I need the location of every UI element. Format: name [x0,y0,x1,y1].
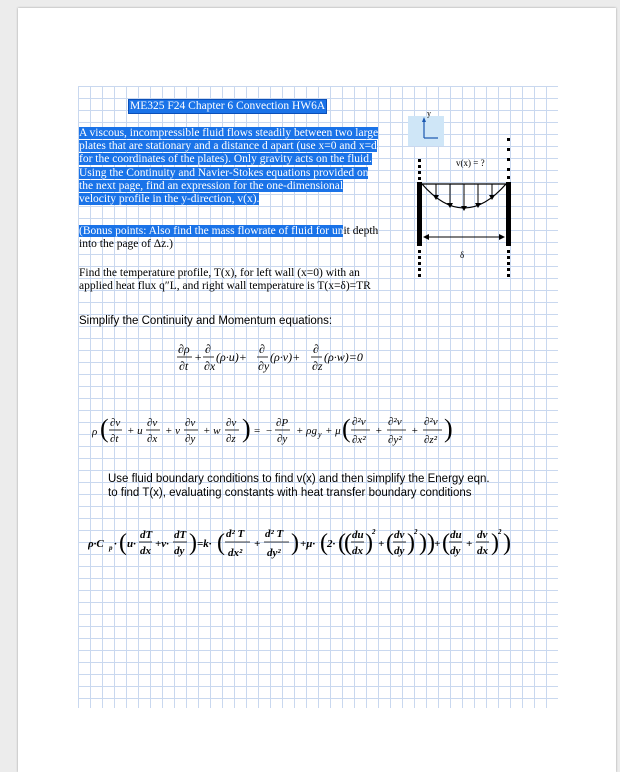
svg-text:): ) [491,530,499,556]
bonus-selected-text: (Bonus points: Also find the mass flowrate of fluid for un [79,225,344,237]
svg-text:=k·: =k· [197,538,212,550]
svg-text:2: 2 [414,528,418,536]
svg-text:∂v: ∂v [147,417,158,429]
svg-text:u·: u· [127,538,136,550]
svg-text:∂²v: ∂²v [424,416,438,428]
problem-statement[interactable] [79,127,395,206]
svg-text:∂²v: ∂²v [388,416,402,428]
svg-text:+: + [378,538,385,550]
momentum-render [92,410,492,452]
svg-text:(: ( [100,414,109,443]
svg-text:∂ρ: ∂ρ [178,342,190,356]
svg-text:+ w: + w [203,425,221,437]
right-plate-bottom [507,250,510,277]
gap-label: δ [460,250,465,260]
svg-text:∂: ∂ [259,342,265,356]
svg-text:=: = [254,425,261,437]
svg-text:2·: 2· [327,538,336,550]
svg-text:∂y: ∂y [277,433,288,445]
svg-text:−: − [266,425,273,437]
svg-text:(: ( [217,530,225,556]
svg-text:dy: dy [174,545,185,557]
svg-text:(: ( [342,414,351,443]
svg-text:du: du [352,529,364,541]
svg-text:dx: dx [352,545,363,557]
svg-text:dx²: dx² [228,547,243,559]
svg-text:dy²: dy² [267,547,281,559]
right-plate [506,182,511,246]
svg-text:dy: dy [394,545,405,557]
svg-text:∂z: ∂z [312,359,323,373]
svg-text:(: ( [442,530,450,556]
svg-text:dy: dy [450,545,461,557]
svg-text:(ρ·v)+: (ρ·v)+ [270,350,301,364]
svg-text:): ) [242,414,251,443]
bc-line-1: Use fluid boundary conditions to find v(x) and then simplify the Energy eqn. [108,473,490,485]
svg-text:): ) [444,414,453,443]
svg-text:(: ( [386,530,394,556]
momentum-equation[interactable] [92,410,492,457]
svg-text:+ v: + v [165,425,181,437]
bc-line-2: to find T(x), evaluating constants with heat transfer boundary conditions [108,487,472,499]
svg-text:∂z: ∂z [226,433,236,445]
svg-text:∂y²: ∂y² [388,434,402,446]
svg-text:∂: ∂ [313,342,319,356]
bonus-note[interactable] [79,225,399,251]
energy-render [88,522,518,566]
svg-text:): ) [291,530,299,556]
svg-text:): ) [407,530,415,556]
svg-text:∂v: ∂v [110,417,121,429]
svg-text:∂x²: ∂x² [352,434,366,446]
simplify-instruction[interactable]: Simplify the Continuity and Momentum equations: [79,315,333,327]
svg-text:): ) [503,530,511,556]
svg-text:): ) [365,530,373,556]
document-title[interactable]: ME325 F24 Chapter 6 Convection HW6A [130,100,326,112]
right-plate-top [507,138,510,179]
channel-figure [406,104,536,289]
svg-text:∂P: ∂P [276,417,289,429]
svg-text:∂y: ∂y [185,433,196,445]
svg-text:∂y: ∂y [258,359,270,373]
svg-text:+: + [411,425,419,437]
svg-text:+ μ: + μ [325,425,341,437]
svg-text:+: + [434,538,441,550]
svg-text:): ) [189,530,197,556]
svg-text:(ρ·w)=0: (ρ·w)=0 [324,350,363,364]
problem-line: plates that are stationary and a distance d apart (use x=0 and x=d [79,140,377,153]
left-plate [417,182,422,246]
bonus-rest-text: it depth [343,225,379,237]
svg-text:dT: dT [174,529,187,541]
svg-text:+: + [466,538,473,550]
svg-text:+v·: +v· [155,538,169,550]
left-plate-bottom [418,250,421,277]
boundary-condition-instruction[interactable] [108,472,528,500]
temp-line-1: Find the temperature profile, T(x), for left wall (x=0) with an [79,267,360,279]
svg-text:(: ( [320,530,328,556]
svg-text:ρ: ρ [92,426,98,438]
temperature-task[interactable] [79,267,399,293]
svg-text:dx: dx [140,545,151,557]
svg-text:2: 2 [498,528,502,536]
svg-text:d² T: d² T [226,528,245,540]
svg-text:∂v: ∂v [185,417,196,429]
svg-text:d² T: d² T [265,528,284,540]
problem-line: velocity profile in the y-direction, v(x). [79,193,260,206]
svg-text:+μ·: +μ· [300,538,316,550]
svg-text:p: p [109,544,113,552]
velocity-label: v(x) = ? [456,158,485,168]
svg-text:∂z²: ∂z² [424,434,438,446]
problem-line: Using the Continuity and Navier-Stokes equations provided on [79,166,369,179]
svg-text:(: ( [344,530,352,556]
svg-text:du: du [450,529,462,541]
svg-text:∂x: ∂x [147,433,158,445]
svg-text:ρ·C: ρ·C [88,538,104,550]
axis-background [408,116,444,146]
svg-text:∂²v: ∂²v [352,416,366,428]
svg-text:∂x: ∂x [204,359,216,373]
continuity-render [176,339,386,379]
channel-diagram [406,104,536,284]
temp-line-2: applied heat flux q″L, and right wall temperature is T(x=δ)=TR [79,280,371,293]
svg-text:(ρ·u)+: (ρ·u)+ [216,350,247,364]
left-plate-top [418,159,421,180]
svg-text:+ u: + u [127,425,143,437]
svg-text:dv: dv [394,529,405,541]
svg-text:∂: ∂ [205,342,211,356]
axis-y-label: y [427,109,431,118]
problem-line: A viscous, incompressible fluid flows steadily between two large [79,127,379,139]
svg-text:): ) [419,530,427,556]
svg-text:∂t: ∂t [110,433,119,445]
energy-equation[interactable] [88,522,518,571]
svg-text:y: y [318,430,322,439]
svg-text:(: ( [338,530,346,556]
svg-text:dx: dx [477,545,488,557]
svg-text:): ) [427,530,435,556]
svg-text:2: 2 [372,528,376,536]
svg-text:∂t: ∂t [179,359,189,373]
bonus-line-2: into the page of Δz.) [79,238,173,251]
svg-text:+ ρg: + ρg [296,425,317,437]
svg-text:∂v: ∂v [226,417,237,429]
problem-line: the next page, find an expression for the one-dimensional [79,179,344,192]
svg-text:+: + [254,538,261,550]
svg-text:dT: dT [140,529,153,541]
velocity-arrows [436,184,492,208]
svg-text:+: + [194,350,203,364]
svg-text:(: ( [119,530,127,556]
svg-text:+: + [375,425,383,437]
problem-line: for the coordinates of the plates). Only gravity acts on the fluid. [79,153,372,166]
svg-text:dv: dv [477,529,488,541]
svg-text:·: · [114,538,117,550]
continuity-equation[interactable] [176,339,386,384]
